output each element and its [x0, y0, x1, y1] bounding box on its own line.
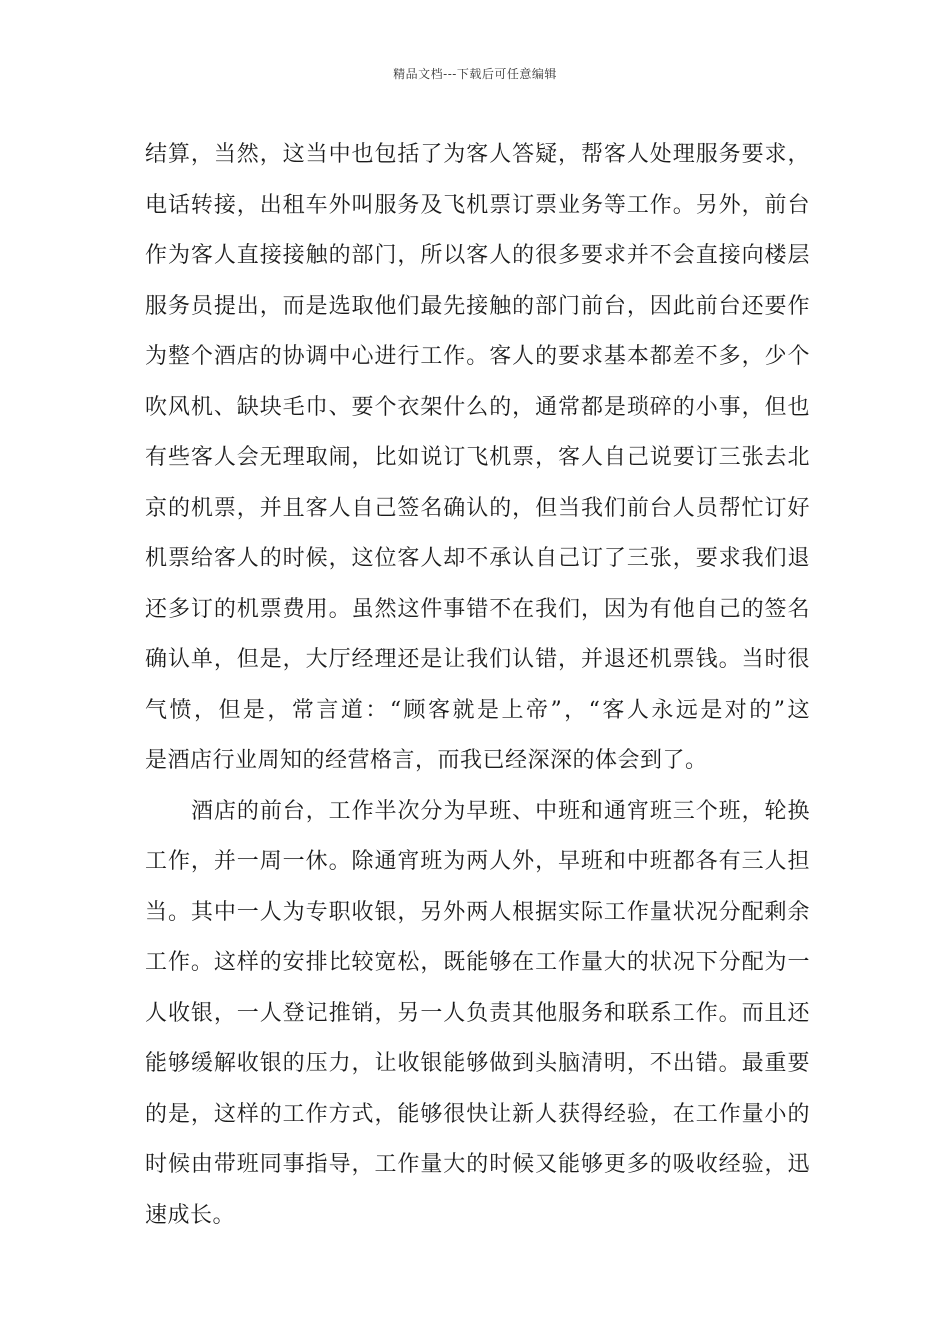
text-line: 速成长。	[145, 1202, 236, 1228]
text-line: 结算，当然，这当中也包括了为客人答疑，帮客人处理服务要求，	[145, 142, 810, 167]
text-line: 酒店的前台，工作半次分为早班、中班和通宵班三个班，轮换	[191, 798, 810, 824]
text-line: 确认单，但是，大厅经理还是让我们认错，并退还机票钱。当时很	[145, 647, 810, 672]
text-line: 京的机票，并且客人自己签名确认的，但当我们前台人员帮忙订好	[145, 495, 810, 521]
text-line: 有些客人会无理取闹，比如说订飞机票，客人自己说要订三张去北	[145, 445, 810, 470]
text-line: 吹风机、缺块毛巾、要个衣架什么的，通常都是琐碎的小事，但也	[145, 394, 810, 420]
text-line: 作为客人直接接触的部门，所以客人的很多要求并不会直接向楼层	[145, 243, 810, 268]
paragraph-1	[145, 130, 810, 787]
text-line: 工作。这样的安排比较宽松，既能够在工作量大的状况下分配为一	[145, 950, 810, 975]
text-line: 的是，这样的工作方式，能够很快让新人获得经验，在工作量小的	[145, 1101, 810, 1127]
text-line: 工作，并一周一休。除通宵班为两人外，早班和中班都各有三人担	[145, 849, 810, 874]
text-line: 当。其中一人为专职收银，另外两人根据实际工作量状况分配剩余	[145, 899, 810, 925]
text-line: 能够缓解收银的压力，让收银能够做到头脑清明，不出错。最重要	[145, 1051, 810, 1076]
text-line: 机票给客人的时候，这位客人却不承认自己订了三张，要求我们退	[145, 546, 810, 571]
text-line: 为整个酒店的协调中心进行工作。客人的要求基本都差不多，少个	[145, 344, 810, 369]
text-line: 人收银，一人登记推销，另一人负责其他服务和联系工作。而且还	[145, 1000, 810, 1026]
text-line: 是酒店行业周知的经营格言，而我已经深深的体会到了。	[145, 748, 708, 773]
text-line: 还多订的机票费用。虽然这件事错不在我们，因为有他自己的签名	[145, 596, 810, 622]
page-header: 精品文档---下载后可任意编辑	[393, 67, 557, 81]
text-line: 时候由带班同事指导，工作量大的时候又能够更多的吸收经验，迅	[145, 1152, 810, 1177]
text-line: 气愤，但是，常言道：“顾客就是上帝”，“客人永远是对的”这	[145, 697, 810, 723]
paragraph-2	[145, 787, 810, 1242]
document-body	[145, 130, 810, 1241]
text-line: 电话转接，出租车外叫服务及飞机票订票业务等工作。另外，前台	[145, 192, 810, 218]
text-line: 服务员提出，而是选取他们最先接触的部门前台，因此前台还要作	[145, 293, 810, 319]
